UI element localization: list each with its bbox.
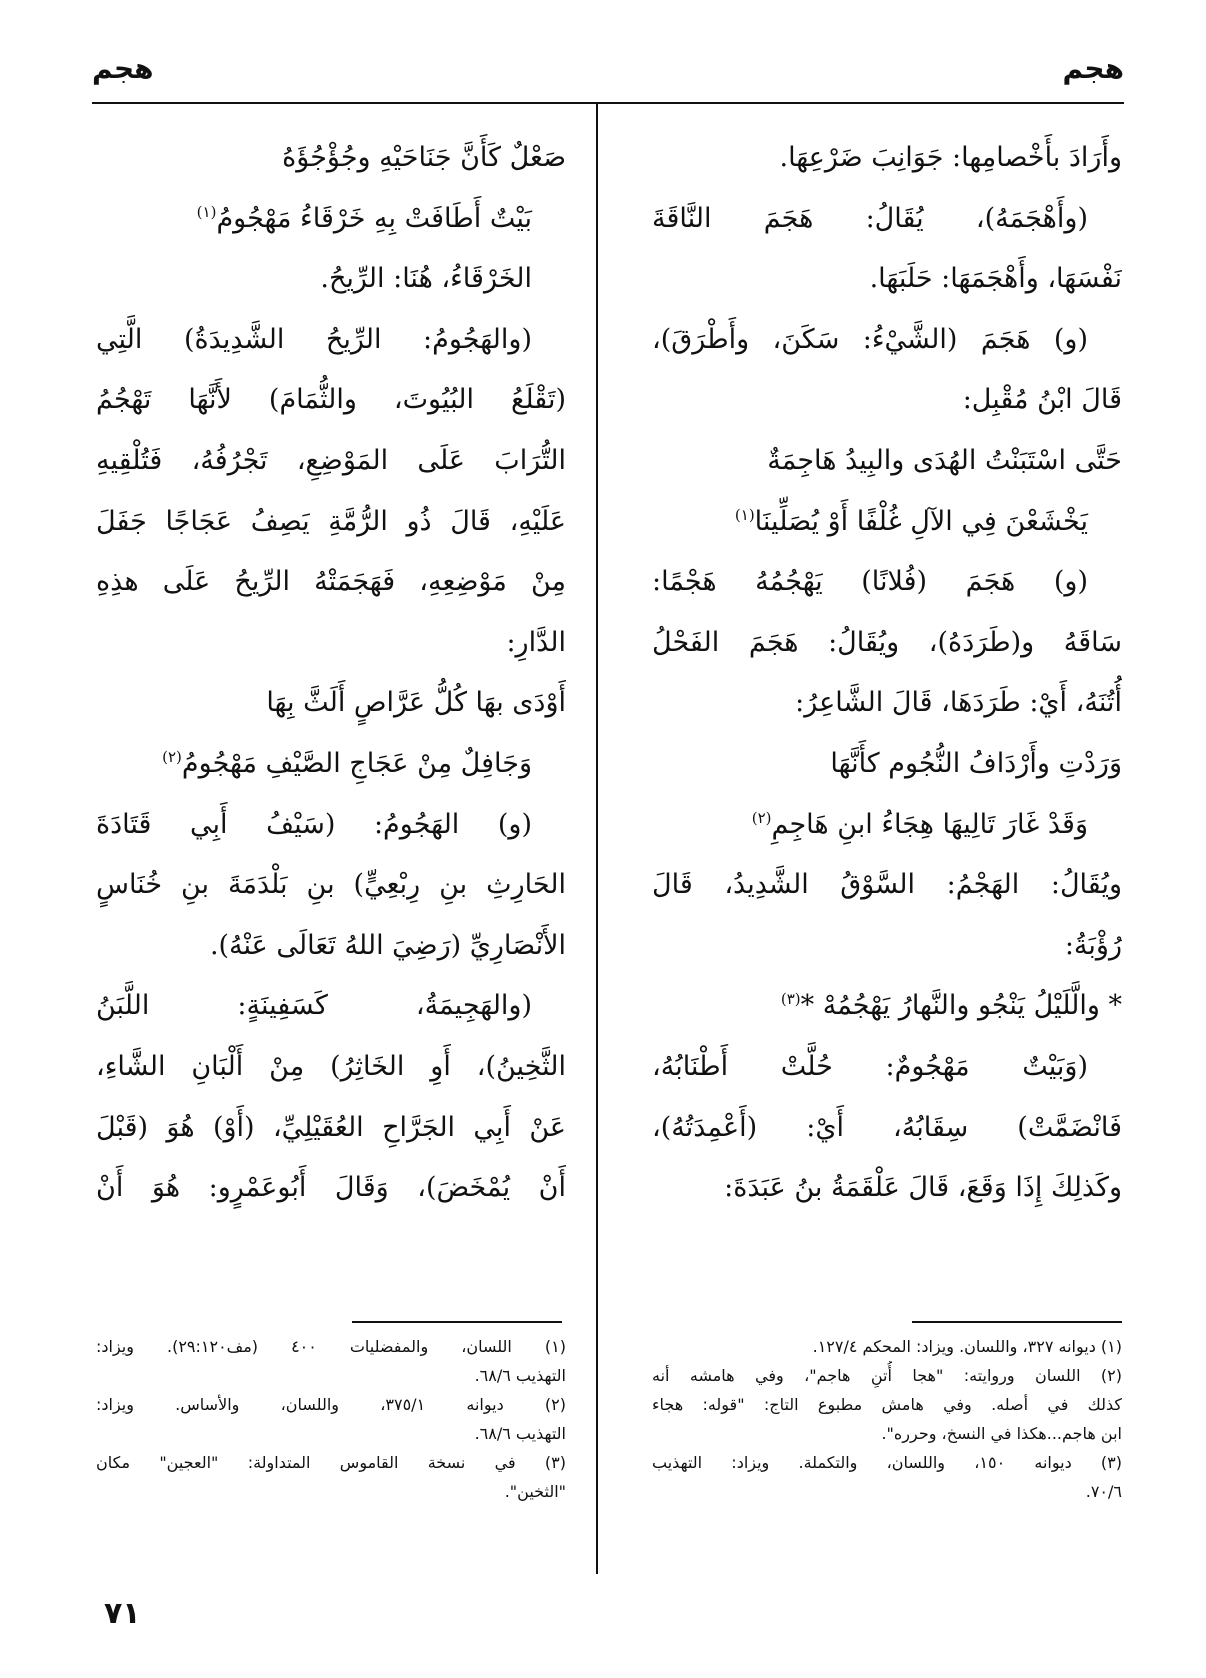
footnote-line: (٣) ديوانه ١٥٠، واللسان، والتكملة. ويزاد: التهذيب — [652, 1453, 1122, 1472]
verse-line: أَوْدَى بهَا كُلُّ عَرَّاصٍ أَلَثَّ بِهَا — [266, 687, 566, 719]
text-line: وكَذلِكَ إِذَا وَقَعَ، قَالَ عَلْقَمَةُ بنُ عَبَدَةَ: — [724, 1172, 1122, 1204]
verse-text: وَقَدْ غَارَ تَالِيهَا هِجَاءُ ابنِ هَاجِمِ — [771, 808, 1088, 840]
running-head-left: هجم — [92, 52, 154, 85]
column-divider — [596, 104, 598, 1574]
text-line: سَاقَهُ و(طَرَدَهُ)، ويُقَالُ: هَجَمَ الفَحْلُ — [652, 626, 1122, 658]
text-line: وأَرَادَ بأَخْصامِها: جَوَانِبَ ضَرْعِهَا. — [779, 142, 1122, 173]
footnote-line: (٣) في نسخة القاموس المتداولة: "العجين" مكان — [96, 1453, 566, 1472]
text-line: (تَقْلَعُ البُيُوتَ، والثُّمَامَ) لأَنَّهَا تَهْجُمُ — [96, 384, 566, 416]
text-line: مِنْ مَوْضِعِهِ، فَهَجَمَتْهُ الرِّيحُ عَلَى هذِهِ — [96, 566, 566, 598]
text-line — [96, 1037, 566, 1098]
footnote-ref: (١) — [196, 202, 217, 221]
text-line: (والهَجُومُ: الرِّيحُ الشَّدِيدَةُ) الَّتِي — [96, 323, 532, 355]
verse-text: * والَّلَيْلُ يَنْجُو والنَّهارُ يَهْجُمُهْ * — [800, 990, 1122, 1022]
text-line: (و) الهَجُومُ: (سَيْفُ أَبِي قَتَادَةَ — [96, 808, 532, 840]
footnote-line: "الثخين". — [504, 1482, 566, 1501]
verse-line — [652, 976, 1122, 1037]
footnote-line: التهذيب ٦٨/٦. — [474, 1424, 566, 1443]
text-line: عَلَيْهِ، قَالَ ذُو الرُّمَّةِ يَصِفُ عَجَاجًا جَفَلَ — [96, 505, 566, 537]
text-line: الحَارِثِ بنِ رِبْعِيٍّ) بنِ بَلْدَمَةَ بنِ خُنَاسٍ — [96, 869, 566, 901]
footnote-line: (١) ديوانه ٣٢٧، واللسان. ويزاد: المحكم ١٢٧/٤. — [812, 1337, 1122, 1356]
text-line: (وَبَيْتٌ مَهْجُومٌ: حُلَّتْ أَطْنَابُهُ، — [652, 1050, 1088, 1082]
header-rule — [92, 102, 1124, 104]
footnotes-left — [96, 1332, 566, 1506]
text-line: (و) هَجَمَ (فُلانًا) يَهْجُمُهُ هَجْمًا: — [652, 566, 1088, 598]
footnotes-right — [652, 1332, 1122, 1506]
text-line: (و) هَجَمَ (الشَّيْءُ: سَكَنَ، وأَطْرَقَ)، — [652, 323, 1088, 355]
right-column — [652, 128, 1122, 1219]
left-column — [96, 128, 566, 1219]
footnote-ref: (١) — [734, 505, 755, 524]
verse-text: يَخْشَعْنَ فِي الآلِ غُلْفًا أَوْ يُصَلِّينَا — [754, 505, 1088, 537]
footnote-rule-left — [352, 1321, 562, 1323]
footnote-line: (٢) ديوانه ٣٧٥/١، واللسان، والأساس. ويزاد: — [96, 1395, 566, 1414]
text-line: الأَنْصَارِيِّ (رَضِيَ اللهُ تَعَالَى عَنْهُ). — [209, 929, 566, 961]
verse-line — [652, 492, 1122, 553]
footnote-ref: (٢) — [751, 808, 772, 827]
verse-text: وَجَافِلٌ مِنْ عَجَاجِ الصَّيْفِ مَهْجُومُ — [181, 747, 532, 779]
text-fragment: الثَّخِينُ)، أَوِ الخَاثِرُ) مِنْ أَلْبَانِ الشَّاءِ، — [96, 1050, 566, 1082]
footnote-line: (١) اللسان، والمفضليات ٤٠٠ (مف٢٩:١٢٠). ويزاد: — [96, 1337, 566, 1356]
verse-line — [652, 795, 1122, 856]
verse-line: صَعْلٌ كَأَنَّ جَنَاحَيْهِ وجُؤْجُؤَهُ — [282, 142, 566, 173]
verse-line — [96, 734, 566, 795]
text-line: قَالَ ابْنُ مُقْبِل: — [962, 384, 1122, 416]
text-line: (وأَهْجَمَهُ)، يُقَالُ: هَجَمَ النَّاقَةَ — [652, 202, 1088, 234]
verse-line — [96, 189, 566, 250]
text-line: (والهَجِيمَةُ، كَسَفِينَةٍ: اللَّبَنُ — [96, 990, 532, 1022]
verse-text: بَيْتٌ أَطَافَتْ بِهِ خَرْقَاءُ مَهْجُومُ — [216, 202, 532, 234]
footnote-line: التهذيب ٦٨/٦. — [474, 1366, 566, 1385]
page-number: ٧١ — [104, 1596, 141, 1631]
text-line: التُّرَابَ عَلَى المَوْضِعِ، تَجْرُفُهُ، فَتُلْقِيهِ — [96, 444, 566, 476]
running-head-right: هجم — [1062, 52, 1124, 85]
footnote-ref: (٣) — [780, 990, 801, 1009]
footnote-rule-right — [912, 1321, 1122, 1323]
footnote-line: ٧٠/٦. — [1085, 1482, 1122, 1501]
verse-line: وَرَدْتِ وأَرْدَافُ النُّجُوم كأَنَّهَا — [830, 747, 1122, 779]
footnote-ref: (٢) — [162, 747, 182, 766]
text-line: أُتُنَهُ، أَيْ: طَرَدَهَا، قَالَ الشَّاعِرُ: — [795, 687, 1122, 719]
text-line: ويُقَالُ: الهَجْمُ: السَّوْقُ الشَّدِيدُ، قَالَ — [652, 869, 1122, 901]
text-line: نَفْسَهَا، وأَهْجَمَهَا: حَلَبَهَا. — [869, 263, 1122, 295]
text-line: عَنْ أَبِي الجَرَّاحِ العُقَيْلِيِّ، (أَوْ) هُوَ (قَبْلَ — [96, 1111, 566, 1143]
text-line: أَنْ يُمْخَضَ)، وَقَالَ أَبُوعَمْرٍو: هُوَ أَنْ — [96, 1172, 566, 1204]
text-line: فَانْضَمَّتْ) سِقَابُهُ، أَيْ: (أَعْمِدَتُهُ)، — [652, 1111, 1122, 1143]
verse-line: حَتَّى اسْتَبَنْتُ الهُدَى والبِيدُ هَاجِمَةٌ — [767, 444, 1122, 476]
footnote-line: ابن هاجم...هكذا في النسخ، وحرره". — [881, 1424, 1122, 1443]
footnote-line: كذلك في أصله. وفي هامش مطبوع التاج: "قوله: هجاء — [652, 1395, 1122, 1414]
footnote-line: (٢) اللسان وروايته: "هجا أُتنِ هاجم"، وفي هامشه أنه — [652, 1366, 1122, 1385]
text-line: رُؤْبَةُ: — [1064, 929, 1122, 961]
text-line: الدَّارِ: — [506, 626, 566, 658]
text-line: الخَرْقَاءُ، هُنَا: الرِّيحُ. — [320, 263, 532, 295]
